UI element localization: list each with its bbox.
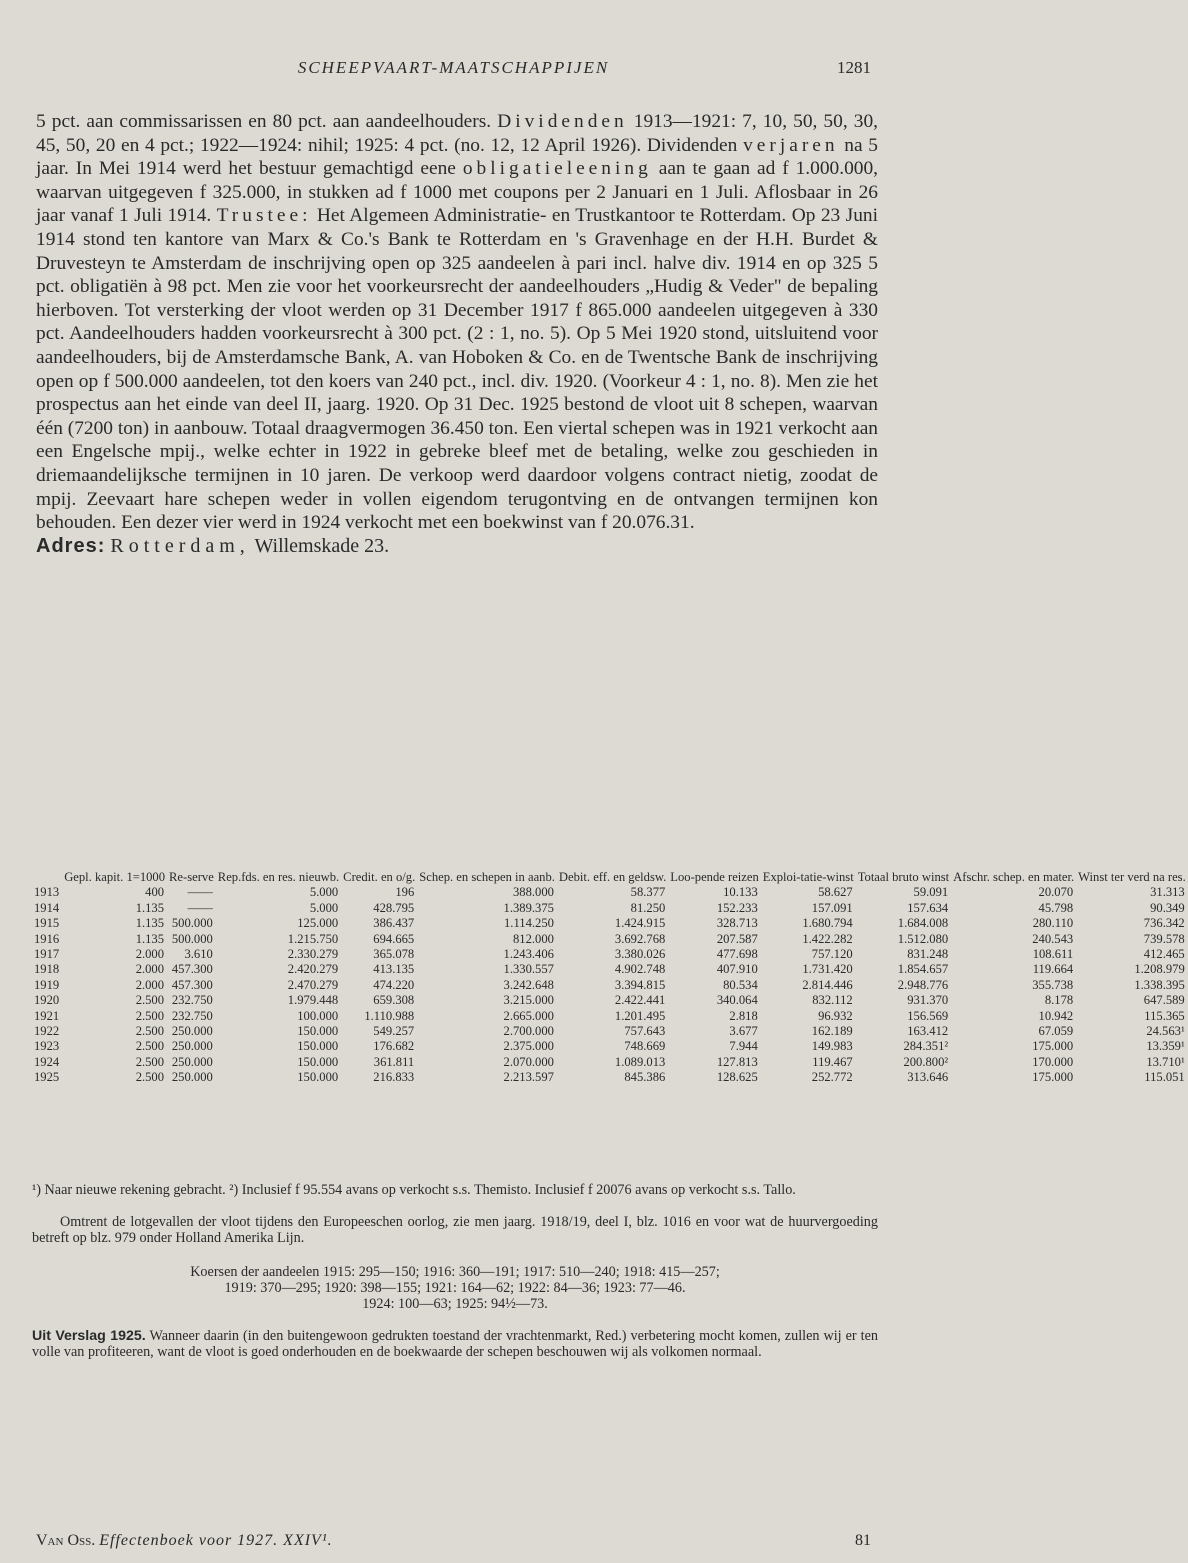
table-cell: 157.091 [811, 900, 853, 915]
table-cell: 4.902.748 [614, 962, 666, 977]
table-cell: 1.135 [135, 916, 165, 931]
table-cell: 216.833 [373, 1070, 415, 1085]
table-header-cell: Re-serve [169, 870, 214, 884]
table-cell: 457.300 [171, 977, 213, 992]
table-cell: 127.813 [716, 1054, 758, 1069]
table-cell: 67.059 [1038, 1024, 1074, 1039]
table-cell: 2.500 [135, 1054, 165, 1069]
share-prices-line-2: 1919: 370—295; 1920: 398—155; 1921: 164—62; 1922: 84—36; 1923: 77—46. [224, 1280, 686, 1296]
share-prices [32, 1264, 878, 1312]
table-header-cell: Rep.fds. en res. nieuwb. [217, 870, 340, 884]
table-cell: 163.412 [907, 1024, 949, 1039]
table-cell: 1.979.448 [287, 993, 339, 1008]
table-cell: 757.120 [811, 947, 853, 962]
header-title: SCHEEPVAART-MAATSCHAPPIJEN [297, 58, 610, 77]
spaced-term-verjaren: verjaren [743, 134, 839, 156]
table-cell: 2.422.441 [614, 993, 666, 1008]
table-body [30, 885, 1188, 1085]
footer-book-title: Effectenboek voor 1927. XXIV¹. [99, 1532, 333, 1549]
table-cell: 232.750 [171, 1008, 213, 1023]
table-cell-year: 1914 [34, 900, 60, 915]
table-cell: 96.932 [818, 1008, 853, 1023]
table-cell-year: 1913 [34, 885, 60, 900]
table-cell: 119.467 [812, 1054, 853, 1069]
table-cell: 1.243.406 [503, 947, 554, 962]
table-cell: 3.215.000 [503, 993, 554, 1008]
table-header-cell: Totaal bruto winst [857, 870, 950, 884]
financial-table [30, 870, 1188, 1086]
table-cell-year: 1921 [34, 1008, 60, 1023]
table-cell: 280.110 [1032, 916, 1074, 931]
table-cell: 115.051 [1144, 1070, 1185, 1085]
table-cell: 361.811 [373, 1054, 415, 1069]
table-cell: 748.669 [624, 1039, 666, 1054]
page-footer [36, 1532, 871, 1550]
table-cell: 1.110.988 [364, 1008, 415, 1023]
table-cell: 313.646 [907, 1070, 949, 1085]
table-cell: 80.534 [723, 977, 758, 992]
table-cell: 156.569 [907, 1008, 949, 1023]
table-cell: 24.563¹ [1146, 1024, 1185, 1039]
table-cell: 1.422.282 [802, 931, 853, 946]
address-city: Rotterdam, [110, 534, 250, 557]
table-header-cell: Schep. en schepen in aanb. [419, 870, 555, 884]
footnote: ¹) Naar nieuwe rekening gebracht. ²) Inclusief f 95.554 avans op verkocht s.s. Themisto. Inclusief f 20076 avans op verkocht s.s. Tallo. [32, 1182, 796, 1198]
table-cell-year: 1925 [34, 1070, 60, 1085]
table-cell: 5.000 [309, 885, 339, 900]
table-cell: 2.500 [135, 993, 165, 1008]
table-cell-year: 1916 [34, 931, 60, 946]
table-cell: 428.795 [373, 900, 415, 915]
table-cell: 328.713 [716, 916, 758, 931]
table-cell: 31.313 [1150, 885, 1185, 900]
table-cell: 250.000 [171, 1039, 213, 1054]
table-cell-year: 1919 [34, 977, 60, 992]
body-text [36, 110, 878, 558]
table-row [30, 901, 1188, 916]
verslag-text: Wanneer daarin (in den buitengewoon gedrukten toestand der vrachtenmarkt, Red.) verbetering mocht komen, zullen wij er ten volle van profiteeren, want de vloot is goed onderhouden en de boekwaarde der schepen beschouwen wij als volkomen normaal. [32, 1328, 879, 1360]
table-cell: 2.000 [135, 962, 165, 977]
table-cell: 10.942 [1038, 1008, 1074, 1023]
table-cell: 2.818 [729, 1008, 758, 1023]
table-cell: —— [187, 885, 213, 900]
table-cell: 2.700.000 [503, 1024, 554, 1039]
table-header-cell: Gepl. kapit. 1=1000 [64, 870, 166, 884]
table-cell: 175.000 [1032, 1070, 1074, 1085]
table-cell: 125.000 [297, 916, 339, 931]
footer-page-number: 81 [855, 1532, 871, 1549]
table-cell: 8.178 [1044, 993, 1074, 1008]
footer-author: Van Oss. [36, 1532, 96, 1549]
table-row [30, 1070, 1188, 1085]
running-header [36, 58, 871, 88]
table-cell-year: 1923 [34, 1039, 60, 1054]
table-cell: 2.665.000 [503, 1008, 554, 1023]
table-cell: 2.814.446 [802, 977, 853, 992]
table-row [30, 885, 1188, 900]
table-row [30, 1024, 1188, 1039]
table-cell: 474.220 [373, 977, 415, 992]
table-cell: 90.349 [1150, 900, 1185, 915]
omtrent-note: Omtrent de lotgevallen der vloot tijdens den Europeeschen oorlog, zie men jaarg. 1918/19, deel I, blz. 1016 en voor wat de huurvergoeding betreft op blz. 979 onder Holland Amerika Lijn. [32, 1214, 878, 1246]
table-cell: 175.000 [1032, 1039, 1074, 1054]
table-cell: 58.377 [630, 885, 666, 900]
table-cell: 500.000 [171, 931, 213, 946]
table-cell: 115.365 [1144, 1008, 1185, 1023]
table-row [30, 916, 1188, 931]
table-cell: 2.420.279 [287, 962, 339, 977]
table-cell-year: 1924 [34, 1054, 60, 1069]
table-header-cell: Winst ter verd na res. [1078, 870, 1186, 884]
notes-section [32, 1182, 878, 1360]
table-cell: 2.070.000 [503, 1054, 554, 1069]
table-cell: 2.470.279 [287, 977, 339, 992]
table-row [30, 932, 1188, 947]
table-cell: 1.731.420 [802, 962, 853, 977]
table-cell: 2.000 [135, 947, 165, 962]
table-cell: 1.215.750 [287, 931, 339, 946]
spaced-term-trustee: Trustee: [216, 205, 312, 227]
table-cell: 108.611 [1032, 947, 1074, 962]
text-segment: na 5 jaar. In Mei 1914 werd het bestuur gemachtigd eene [36, 134, 878, 180]
table-cell: 176.682 [373, 1039, 415, 1054]
table-cell: 812.000 [512, 931, 554, 946]
table-cell-year: 1920 [34, 993, 60, 1008]
table-cell: 150.000 [297, 1054, 339, 1069]
table-cell: 58.627 [818, 885, 853, 900]
table-cell: 386.437 [373, 916, 415, 931]
table-row [30, 993, 1188, 1008]
table-cell: 150.000 [297, 1070, 339, 1085]
table-cell: 736.342 [1143, 916, 1185, 931]
table-cell: 400 [145, 885, 165, 900]
table-cell: 694.665 [373, 931, 415, 946]
table-cell: 457.300 [171, 962, 213, 977]
table-row [30, 978, 1188, 993]
table-cell: 240.543 [1032, 931, 1074, 946]
table-cell: 3.380.026 [614, 947, 666, 962]
table-cell: 100.000 [297, 1008, 339, 1023]
table-cell: 13.710¹ [1146, 1054, 1185, 1069]
table-cell: 2.500 [135, 1008, 165, 1023]
table-cell: 196 [395, 885, 415, 900]
table-cell: 340.064 [716, 993, 758, 1008]
address-line [36, 535, 878, 559]
table-cell: 1.512.080 [897, 931, 949, 946]
table-cell: 549.257 [373, 1024, 415, 1039]
table-header-cell: Debit. eff. en geldsw. [558, 870, 667, 884]
table-cell: 1.089.013 [614, 1054, 666, 1069]
table-cell: 3.692.768 [614, 931, 666, 946]
table-cell: 81.250 [630, 900, 666, 915]
table-header-year [30, 870, 62, 885]
table-cell: 931.370 [907, 993, 949, 1008]
table-cell: 149.983 [811, 1039, 853, 1054]
table-row [30, 1039, 1188, 1054]
table-cell: 284.351² [903, 1039, 949, 1054]
table-cell: 250.000 [171, 1054, 213, 1069]
table-cell-year: 1917 [34, 947, 60, 962]
table-cell: 355.738 [1032, 977, 1074, 992]
table-cell: 3.610 [184, 947, 213, 962]
table-cell: 757.643 [624, 1024, 666, 1039]
share-prices-line-1: Koersen der aandeelen 1915: 295—150; 1916: 360—191; 1917: 510—240; 1918: 415—257; [190, 1264, 720, 1280]
table-cell: 3.242.648 [503, 977, 554, 992]
table-cell: 365.078 [373, 947, 415, 962]
verslag-excerpt [32, 1328, 878, 1360]
table-cell: 832.112 [812, 993, 853, 1008]
table-cell: 250.000 [171, 1024, 213, 1039]
table-cell: 1.114.250 [504, 916, 554, 931]
table-cell: 10.133 [723, 885, 758, 900]
table-row [30, 1055, 1188, 1070]
table-cell: 1.338.395 [1134, 977, 1185, 992]
address-street: Willemskade 23. [254, 534, 390, 557]
table-cell: 1.389.375 [503, 900, 554, 915]
table-cell: 59.091 [913, 885, 949, 900]
table-header-row [30, 870, 1188, 885]
table-cell: 845.386 [624, 1070, 666, 1085]
table-cell: 413.135 [373, 962, 415, 977]
table-cell: 2.330.279 [287, 947, 339, 962]
table-row [30, 1009, 1188, 1024]
table-cell: 5.000 [309, 900, 339, 915]
table-header-cell: Credit. en o/g. [343, 870, 416, 884]
table-cell: 1.854.657 [897, 962, 949, 977]
header-page-number: 1281 [837, 58, 871, 77]
table-row [30, 947, 1188, 962]
text-segment: 5 pct. aan commissarissen en 80 pct. aan aandeelhouders. [36, 111, 492, 132]
table-cell: 157.634 [907, 900, 949, 915]
table-cell: 659.308 [373, 993, 415, 1008]
spaced-term-obligatieleening: obligatieleening [462, 158, 652, 180]
table-cell: 412.465 [1143, 947, 1185, 962]
table-cell: 500.000 [171, 916, 213, 931]
table-header-cell: Afschr. schep. en mater. [953, 870, 1075, 884]
table-cell: 119.664 [1032, 962, 1074, 977]
table-cell: 1.680.794 [802, 916, 853, 931]
table-cell-year: 1922 [34, 1024, 60, 1039]
table-cell: 3.394.815 [614, 977, 666, 992]
paragraph-main [36, 110, 878, 535]
table-cell: —— [187, 900, 213, 915]
table-cell: 170.000 [1032, 1054, 1074, 1069]
table-cell: 1.135 [135, 931, 165, 946]
text-segment: Het Algemeen Administratie- en Trustkantoor te Rotterdam. Op 23 Juni 1914 stond ten kantore van Marx & Co.'s Bank te Rotterdam en 's Gravenhage en der H.H. Burdet & Druvesteyn te Amsterdam de inschrijving open op 325 aandeelen à pari incl. halve div. 1914 en op 325 5 pct. obligatiën à 98 pct. Men zie voor het voorkeursrecht der aandeelhouders „Hudig & Veder" de bepaling hierboven. Tot versterking der vloot werden op 31 December 1917 f 865.000 aandeelen uitgegeven à 330 pct. Aandeelhouders hadden voorkeursrecht à 300 pct. (2 : 1, no. 5). Op 5 Mei 1920 stond, uitsluitend voor aandeelhouders, bij de Amsterdamsche Bank, A. van Hoboken & Co. en de Twentsche Bank de inschrijving open op f 500.000 aandeelen, tot den koers van 240 pct., incl. div. 1920. (Voorkeur 4 : 1, no. 8). Men zie het prospectus aan het einde van deel II, jaarg. 1920. Op 31 Dec. 1925 bestond de vloot uit 8 schepen, waarvan één (7200 ton) in aanbouw. Totaal draagvermogen 36.450 ton. Een viertal schepen was in 1921 verkocht aan een Engelsche mpij., welke echter in 1922 in gebreke bleef met de betaling, welke zou geschieden in driemaandelijksche termijnen in 10 jaren. De verkoop werd daardoor volgens contract nietig, zoodat de mpij. Zeevaart hare schepen weder in vollen eigendom terugontving en de ontvangen termijnen kon behouden. Een dezer vier werd in 1924 verkocht met een boekwinst van f 20.076.31. [36, 205, 878, 534]
table-cell: 3.677 [729, 1024, 758, 1039]
table-cell: 207.587 [716, 931, 758, 946]
text-segment: aan te gaan ad f 1.000.000, waarvan uitgegeven f 325.000, in stukken ad f 1000 met coupons per 2 Januari en 1 Juli. Aflosbaar in 26 jaar vanaf 1 Juli 1914. [36, 158, 879, 227]
table-cell: 2.500 [135, 1024, 165, 1039]
text-segment: 1913—1921: 7, 10, 50, 50, 30, 45, 50, 20 en 4 pct.; 1922—1924: nihil; 1925: 4 pct. (no. 12, 12 April 1926). Dividenden [36, 111, 878, 156]
table-cell: 1.330.557 [503, 962, 554, 977]
table-cell: 2.375.000 [503, 1039, 554, 1054]
table-cell: 162.189 [811, 1024, 853, 1039]
table-row [30, 962, 1188, 977]
table-cell: 152.233 [716, 900, 758, 915]
table-cell: 232.750 [171, 993, 213, 1008]
address-label: Adres: [36, 534, 106, 557]
table-cell: 407.910 [716, 962, 758, 977]
table-cell: 150.000 [297, 1024, 339, 1039]
table-cell: 128.625 [716, 1070, 758, 1085]
table-cell: 1.424.915 [614, 916, 666, 931]
table-cell: 739.578 [1143, 931, 1185, 946]
table-cell-year: 1918 [34, 962, 60, 977]
table-cell: 7.944 [729, 1039, 758, 1054]
table-cell: 1.201.495 [614, 1008, 666, 1023]
table-cell-year: 1915 [34, 916, 60, 931]
table-cell: 2.500 [135, 1070, 165, 1085]
table-cell: 252.772 [811, 1070, 853, 1085]
table-cell: 45.798 [1038, 900, 1074, 915]
table-cell: 1.208.979 [1134, 962, 1185, 977]
verslag-label: Uit Verslag 1925. [32, 1328, 146, 1344]
table-cell: 13.359¹ [1146, 1039, 1185, 1054]
table-header-cell: Loo-pende reizen [670, 870, 759, 884]
table-cell: 200.800² [903, 1054, 949, 1069]
table-cell: 477.698 [716, 947, 758, 962]
table-cell: 388.000 [512, 885, 554, 900]
table-cell: 2.500 [135, 1039, 165, 1054]
table-cell: 647.589 [1143, 993, 1185, 1008]
table-cell: 2.948.776 [897, 977, 949, 992]
table-header-cell: Exploi-tatie-winst [762, 870, 854, 884]
table-cell: 2.213.597 [503, 1070, 554, 1085]
spaced-term-dividenden: Dividenden [497, 111, 628, 132]
table-cell: 1.135 [135, 900, 165, 915]
table-cell: 20.070 [1038, 885, 1074, 900]
table-cell: 150.000 [297, 1039, 339, 1054]
share-prices-line-3: 1924: 100—63; 1925: 94½—73. [362, 1296, 548, 1312]
table-cell: 250.000 [171, 1070, 213, 1085]
table-cell: 1.684.008 [897, 916, 949, 931]
table-cell: 831.248 [907, 947, 949, 962]
table-cell: 2.000 [135, 977, 165, 992]
